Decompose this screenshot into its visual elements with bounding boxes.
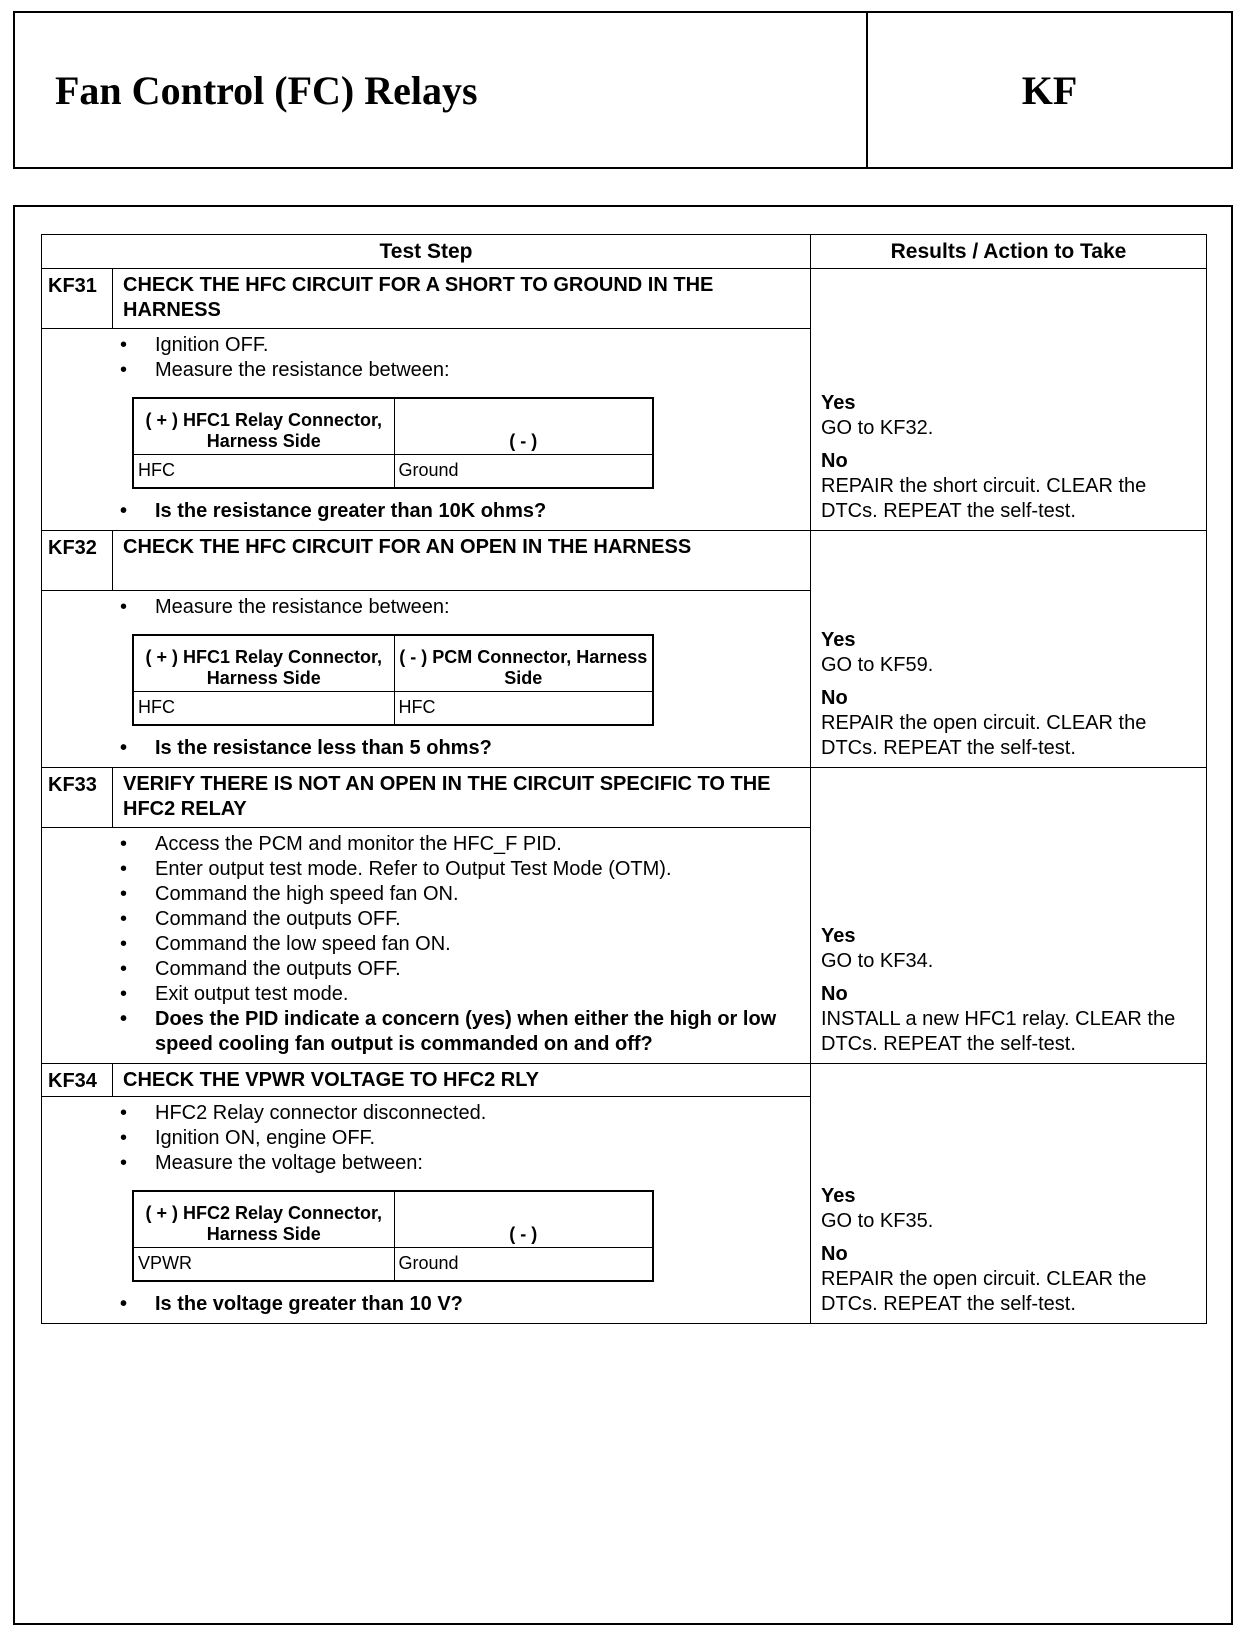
no-label: No (821, 450, 848, 472)
step-id: KF33 (42, 768, 113, 827)
step-body (42, 828, 810, 1063)
step-bullet: • Measure the resistance between: (120, 595, 802, 620)
step-bullet: • Enter output test mode. Refer to Output Test Mode (OTM). (120, 857, 802, 882)
measure-positive-header: ( + ) HFC2 Relay Connector, Harness Side (133, 1191, 394, 1247)
measure-negative-value: Ground (394, 454, 653, 488)
test-step-kf34 (42, 1064, 1206, 1323)
step-bullet: • Measure the resistance between: (120, 358, 802, 383)
step-title: CHECK THE HFC CIRCUIT FOR A SHORT TO GROUND IN THE HARNESS (123, 274, 714, 321)
measurement-table (132, 1190, 654, 1282)
table-header (42, 235, 1206, 269)
measurement-table (132, 397, 654, 489)
page-header (13, 11, 1233, 169)
measure-positive-value: HFC (133, 691, 394, 725)
step-content (42, 531, 811, 767)
no-action: REPAIR the open circuit. CLEAR the DTCs. REPEAT the self-test. (821, 712, 1147, 759)
step-bullet: • HFC2 Relay connector disconnected. (120, 1101, 802, 1126)
step-results (811, 269, 1206, 530)
yes-action: GO to KF59. (821, 654, 934, 676)
no-action: REPAIR the open circuit. CLEAR the DTCs. REPEAT the self-test. (821, 1268, 1147, 1315)
step-body (42, 591, 810, 767)
column-header-test-step: Test Step (42, 235, 811, 268)
step-title-row (42, 531, 810, 591)
step-title: VERIFY THERE IS NOT AN OPEN IN THE CIRCUIT SPECIFIC TO THE HFC2 RELAY (123, 773, 771, 820)
section-code: KF (1021, 67, 1078, 113)
test-step-kf31 (42, 269, 1206, 531)
step-body (42, 1097, 810, 1323)
measure-positive-header: ( + ) HFC1 Relay Connector, Harness Side (133, 398, 394, 454)
step-content (42, 1064, 811, 1323)
step-bullet: • Ignition OFF. (120, 333, 802, 358)
step-content (42, 269, 811, 530)
step-bullet: • Command the high speed fan ON. (120, 882, 802, 907)
step-content (42, 768, 811, 1063)
measure-negative-header: ( - ) PCM Connector, Harness Side (394, 635, 653, 691)
measurement-table (132, 634, 654, 726)
step-title-row (42, 269, 810, 329)
step-results (811, 531, 1206, 767)
step-id: KF31 (42, 269, 113, 328)
step-title-row (42, 1064, 810, 1097)
step-id: KF34 (42, 1064, 113, 1096)
yes-label: Yes (821, 629, 856, 651)
no-label: No (821, 687, 848, 709)
step-question: • Is the resistance less than 5 ohms? (120, 736, 802, 761)
content-frame (13, 205, 1233, 1625)
measure-negative-value: Ground (394, 1247, 653, 1281)
no-label: No (821, 1243, 848, 1265)
step-question: • Is the resistance greater than 10K ohms? (120, 499, 802, 524)
step-question: • Is the voltage greater than 10 V? (120, 1292, 802, 1317)
step-bullet: • Command the outputs OFF. (120, 907, 802, 932)
measure-positive-value: HFC (133, 454, 394, 488)
step-bullet: • Access the PCM and monitor the HFC_F PID. (120, 832, 802, 857)
measure-negative-value: HFC (394, 691, 653, 725)
no-label: No (821, 983, 848, 1005)
test-step-kf33 (42, 768, 1206, 1064)
measure-negative-header: ( - ) (394, 1191, 653, 1247)
yes-action: GO to KF34. (821, 950, 934, 972)
step-title: CHECK THE VPWR VOLTAGE TO HFC2 RLY (123, 1069, 539, 1091)
yes-label: Yes (821, 392, 856, 414)
step-results (811, 768, 1206, 1063)
test-step-kf32 (42, 531, 1206, 768)
step-bullet: • Command the outputs OFF. (120, 957, 802, 982)
column-header-results: Results / Action to Take (890, 239, 1127, 263)
step-title-row (42, 768, 810, 828)
step-title: CHECK THE HFC CIRCUIT FOR AN OPEN IN THE HARNESS (123, 536, 692, 558)
test-step-table (41, 234, 1207, 1324)
measure-positive-value: VPWR (133, 1247, 394, 1281)
page-title: Fan Control (FC) Relays (15, 13, 868, 167)
yes-label: Yes (821, 1185, 856, 1207)
step-bullet: • Exit output test mode. (120, 982, 802, 1007)
step-bullet: • Ignition ON, engine OFF. (120, 1126, 802, 1151)
no-action: REPAIR the short circuit. CLEAR the DTCs. REPEAT the self-test. (821, 475, 1147, 522)
step-question: • Does the PID indicate a concern (yes) when either the high or low speed cooling fan output is commanded on and off? (120, 1007, 802, 1057)
measure-negative-header: ( - ) (394, 398, 653, 454)
step-body (42, 329, 810, 530)
measure-positive-header: ( + ) HFC1 Relay Connector, Harness Side (133, 635, 394, 691)
step-bullet: • Command the low speed fan ON. (120, 932, 802, 957)
step-results (811, 1064, 1206, 1323)
yes-action: GO to KF35. (821, 1210, 934, 1232)
no-action: INSTALL a new HFC1 relay. CLEAR the DTCs. REPEAT the self-test. (821, 1008, 1176, 1055)
yes-label: Yes (821, 925, 856, 947)
yes-action: GO to KF32. (821, 417, 934, 439)
step-id: KF32 (42, 531, 113, 590)
step-bullet: • Measure the voltage between: (120, 1151, 802, 1176)
